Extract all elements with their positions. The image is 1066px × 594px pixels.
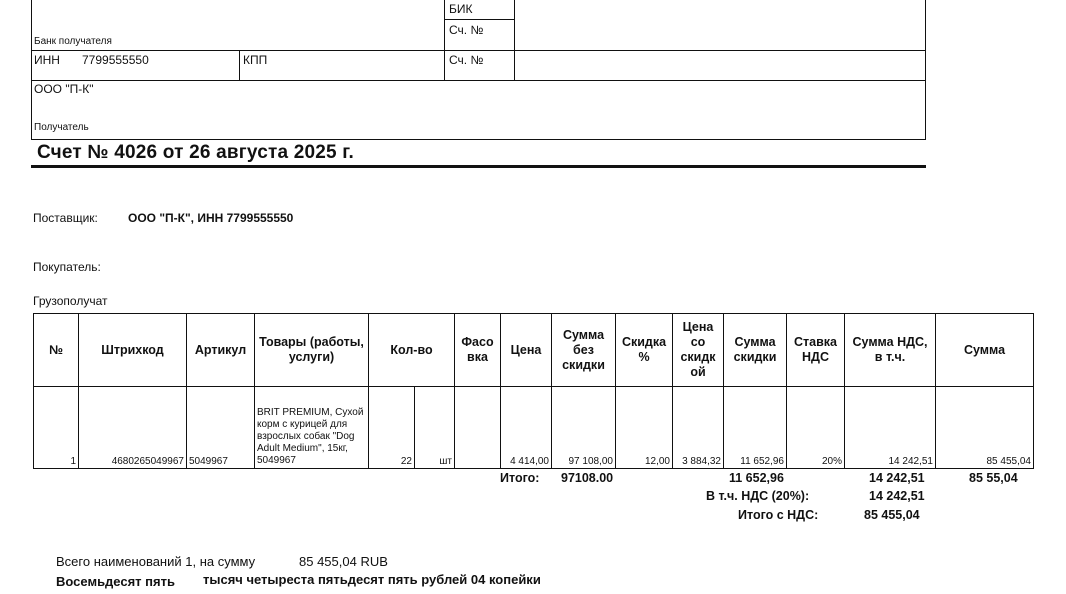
kpp-label: КПП <box>243 53 268 67</box>
supplier-value: ООО "П-К", ИНН 7799555550 <box>128 211 294 225</box>
consignee-label: Грузополучат <box>33 294 108 308</box>
cell-price: 4 414,00 <box>501 387 552 469</box>
cell-discount-pct: 12,00 <box>616 387 673 469</box>
cell-sum-no-discount: 97 108,00 <box>552 387 616 469</box>
redaction-box <box>122 241 884 311</box>
bank-name-label: Банк получателя <box>34 36 112 47</box>
cell-goods: BRIT PREMIUM, Сухой корм с курицей для взрослых собак "Dog Adult Medium", 15кг, 5049967 <box>255 387 369 469</box>
col-price: Цена <box>501 314 552 387</box>
col-article: Артикул <box>187 314 255 387</box>
col-price-discounted: Цена со скидк ой <box>673 314 724 387</box>
col-num: № <box>34 314 79 387</box>
table-row <box>34 387 1034 469</box>
with-vat-label: Итого с НДС: <box>738 508 819 522</box>
with-vat-value: 85 455,04 <box>864 508 920 522</box>
col-sum-no-discount: Сумма без скидки <box>552 314 616 387</box>
divider <box>444 0 445 80</box>
col-barcode: Штрихкод <box>79 314 187 387</box>
bik-label: БИК <box>449 2 473 16</box>
col-total: Сумма <box>936 314 1034 387</box>
itogo-vat: 14 242,51 <box>869 471 925 485</box>
inn-label: ИНН <box>34 53 60 67</box>
cell-vat-sum: 14 242,51 <box>845 387 936 469</box>
cell-qty: 22 <box>369 387 415 469</box>
cell-article: 5049967 <box>187 387 255 469</box>
col-discount-sum: Сумма скидки <box>724 314 787 387</box>
itogo-total: 85 55,04 <box>969 471 1018 485</box>
recipient-name: ООО "П-К" <box>34 82 94 96</box>
account-label: Сч. № <box>449 23 484 37</box>
cell-barcode: 4680265049967 <box>79 387 187 469</box>
cell-unit: шт <box>415 387 455 469</box>
inn-value: 7799555550 <box>82 53 149 67</box>
col-goods: Товары (работы, услуги) <box>255 314 369 387</box>
itogo-discount: 11 652,96 <box>729 471 784 485</box>
col-discount-pct: Скидка % <box>616 314 673 387</box>
invoice-title: Счет № 4026 от 26 августа 2025 г. <box>37 142 354 163</box>
cell-discount-sum: 11 652,96 <box>724 387 787 469</box>
recipient-label: Получатель <box>34 122 89 133</box>
divider <box>31 50 926 51</box>
vat-value: 14 242,51 <box>869 489 925 503</box>
vat-label: В т.ч. НДС (20%): <box>706 489 810 503</box>
cell-vat-rate: 20% <box>787 387 845 469</box>
divider <box>514 0 515 80</box>
account-label: Сч. № <box>449 53 484 67</box>
amount-in-words-2: тысяч четыреста пятьдесят пять рублей 04 копейки <box>203 572 541 587</box>
divider <box>444 19 514 20</box>
itogo-sum-no-discount: 97108.00 <box>561 471 614 485</box>
col-vat-sum: Сумма НДС, в т.ч. <box>845 314 936 387</box>
table-header-row <box>34 314 1034 387</box>
cell-total: 85 455,04 <box>936 387 1034 469</box>
goods-table <box>33 313 1034 469</box>
col-qty: Кол-во <box>369 314 455 387</box>
supplier-label: Поставщик: <box>33 211 98 225</box>
itogo-label: Итого: <box>500 471 540 485</box>
title-rule <box>31 165 926 168</box>
cell-pack <box>455 387 501 469</box>
cell-price-discounted: 3 884,32 <box>673 387 724 469</box>
divider <box>31 80 926 81</box>
bank-details-box <box>31 0 926 140</box>
amount-in-words-1: Восемьдесят пять <box>56 574 175 589</box>
summary-amount: 85 455,04 RUB <box>299 554 388 569</box>
buyer-label: Покупатель: <box>33 260 101 274</box>
col-pack: Фасо вка <box>455 314 501 387</box>
summary-prefix: Всего наименований 1, на сумму <box>56 554 256 569</box>
col-vat-rate: Ставка НДС <box>787 314 845 387</box>
cell-num: 1 <box>34 387 79 469</box>
divider <box>239 50 240 80</box>
